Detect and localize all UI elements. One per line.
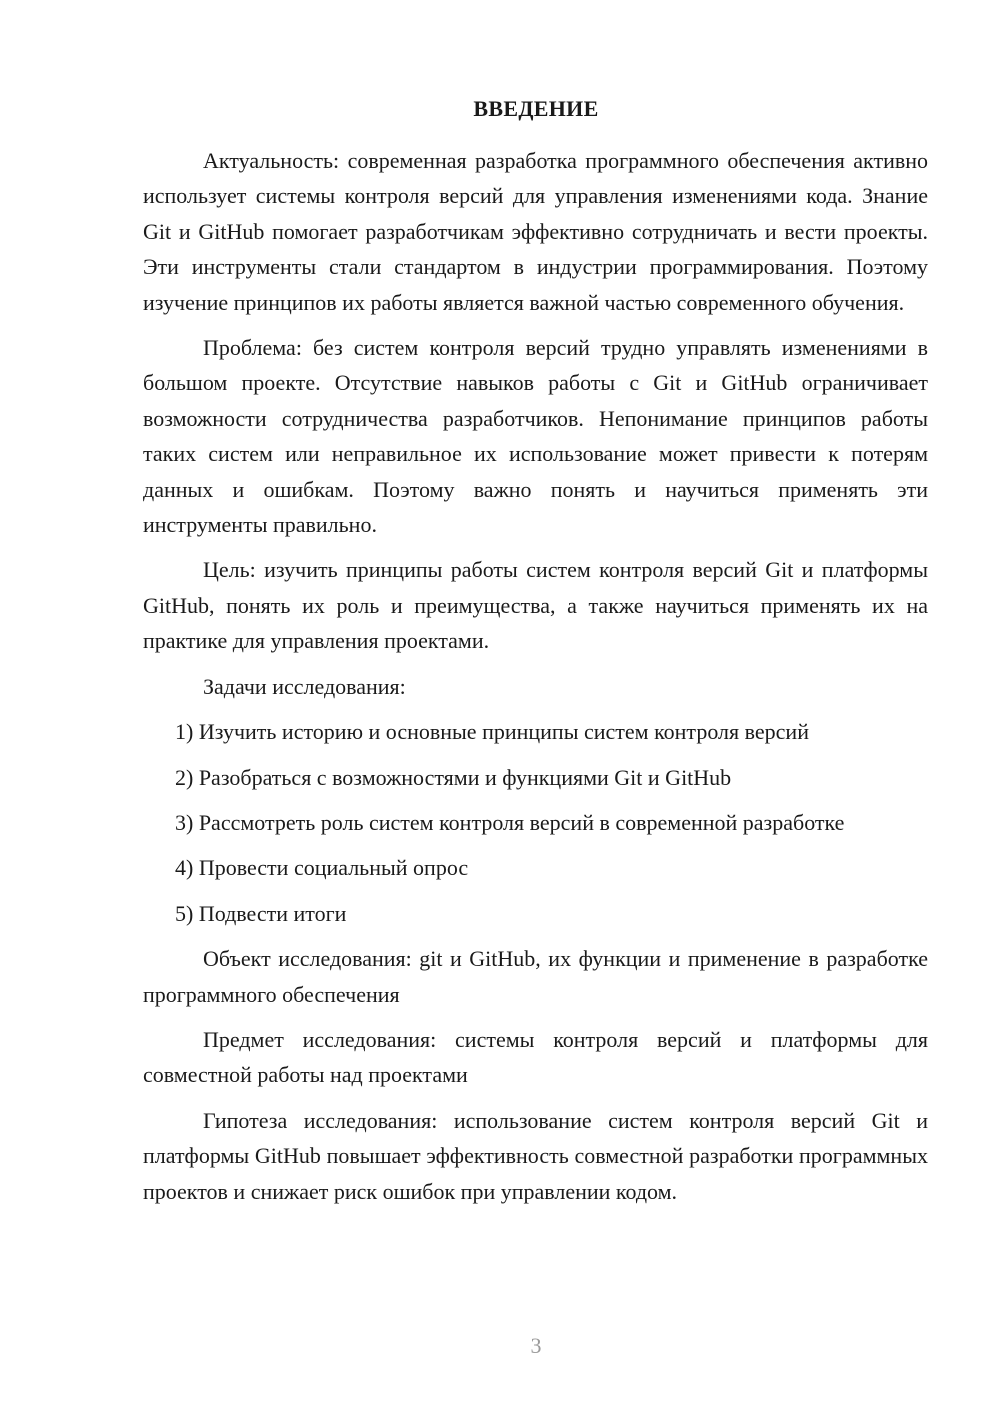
section-title: ВВЕДЕНИЕ bbox=[473, 96, 599, 121]
page-number: 3 bbox=[530, 1333, 542, 1358]
task-list-item: 3) Рассмотреть роль систем контроля версий в современной разработке bbox=[175, 809, 845, 835]
task-list-item: 4) Провести социальный опрос bbox=[175, 855, 469, 881]
relevance-paragraph: Актуальность: современная разработка программного обеспечения активно использует системы контроля версий для управления изменениями кода. Знание Git и GitHub помогает разработчикам эффективно сотрудничать и вести проекты. Эти инструменты стали стандартом в индустрии программирования. Поэтому изучение принципов их работы является важной частью современного обучения. bbox=[143, 148, 928, 315]
goal-paragraph: Цель: изучить принципы работы систем контроля версий Git и платформы GitHub, понять их роль и преимущества, а также научиться применять их на практике для управления проектами. bbox=[143, 557, 928, 654]
tasks-heading: Задачи исследования: bbox=[203, 673, 406, 699]
task-list-item: 2) Разобраться с возможностями и функциями Git и GitHub bbox=[175, 764, 732, 790]
problem-paragraph: Проблема: без систем контроля версий трудно управлять изменениями в большом проекте. Отсутствие навыков работы с Git и GitHub ограничивает возможности сотрудничества разработчиков. Непонимание принципов работы таких систем или неправильное их использование может привести к потерям данных и ошибкам. Поэтому важно понять и научиться применять эти инструменты правильно. bbox=[143, 335, 928, 538]
document-body bbox=[143, 143, 928, 1219]
task-list-item: 1) Изучить историю и основные принципы систем контроля версий bbox=[175, 719, 809, 745]
object-paragraph: Объект исследования: git и GitHub, их функции и применение в разработке программного обеспечения bbox=[143, 946, 928, 1007]
hypothesis-paragraph: Гипотеза исследования: использование систем контроля версий Git и платформы GitHub повышает эффективность совместной разработки программных проектов и снижает риск ошибок при управлении кодом. bbox=[143, 1107, 928, 1204]
task-list-item: 5) Подвести итоги bbox=[175, 900, 347, 926]
subject-paragraph: Предмет исследования: системы контроля версий и платформы для совместной работы над проектами bbox=[143, 1026, 928, 1088]
